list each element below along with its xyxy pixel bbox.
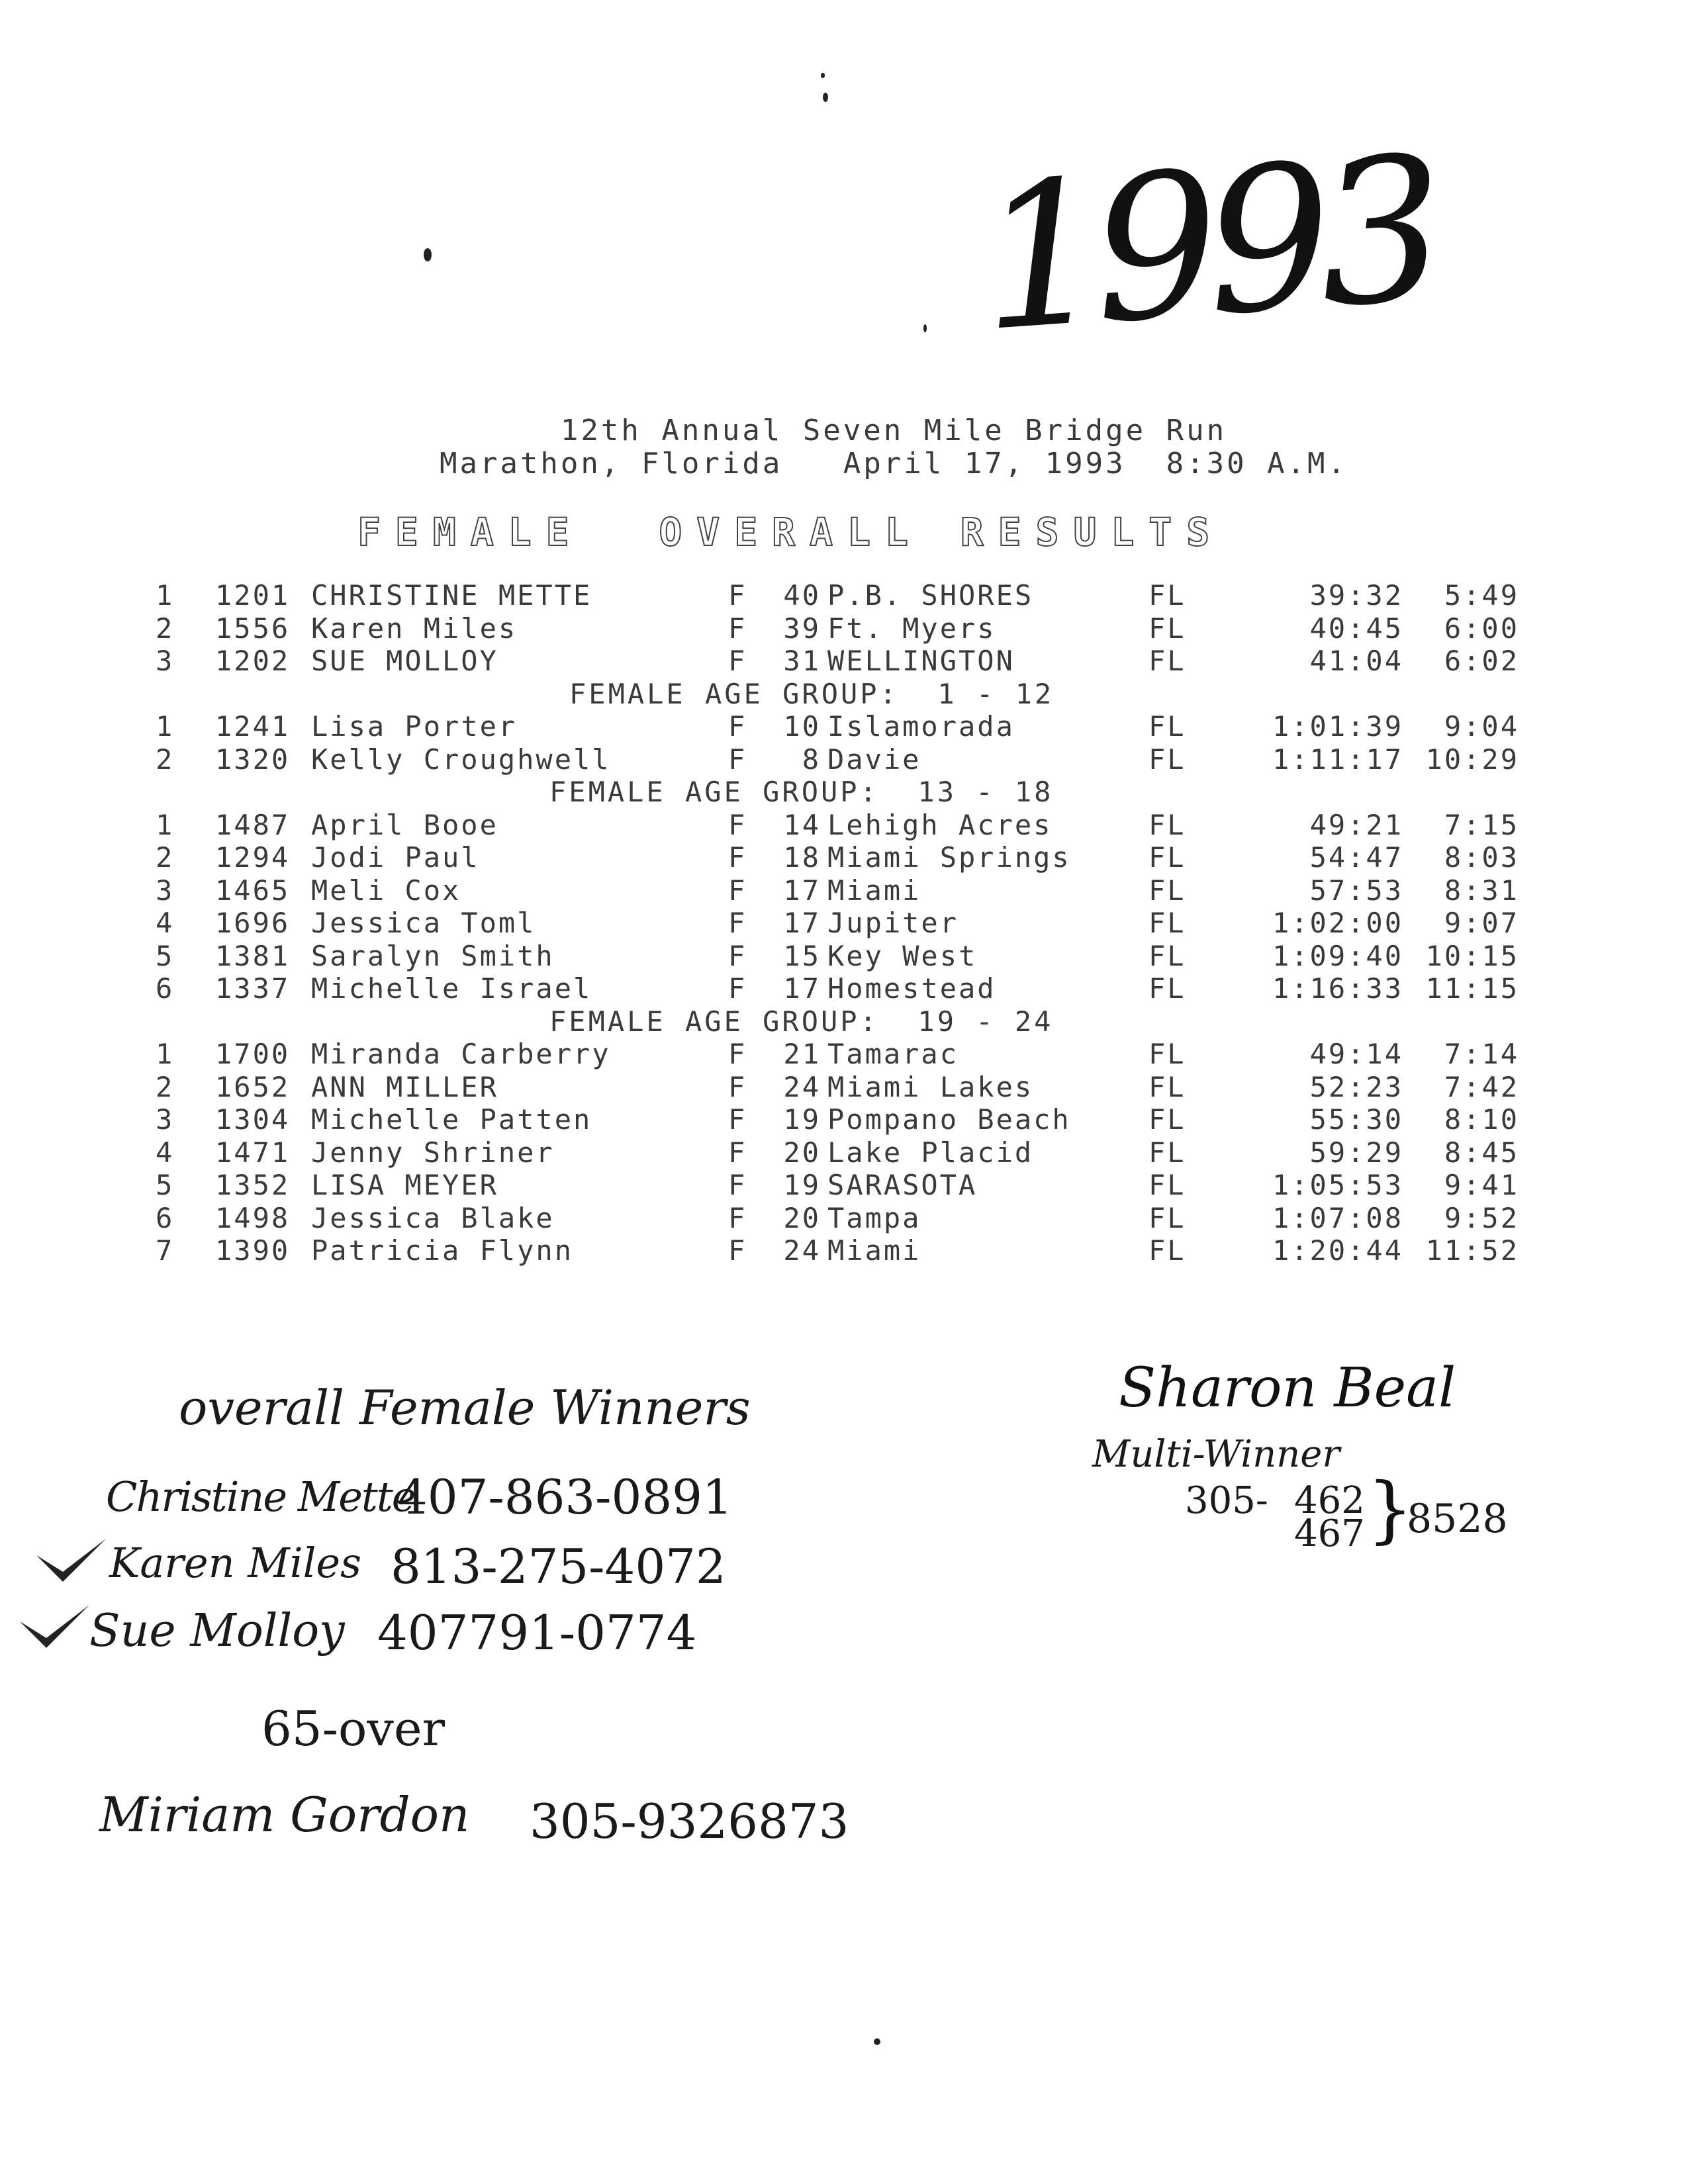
cell-time: 54:47 bbox=[1309, 841, 1403, 874]
cell-city: Miami Springs bbox=[827, 841, 1071, 874]
cell-age: 24 bbox=[783, 1234, 821, 1267]
cell-state: FL bbox=[1149, 841, 1186, 874]
cell-place: 6 bbox=[156, 1201, 175, 1234]
scan-speck bbox=[823, 93, 828, 102]
cell-bib: 1390 bbox=[215, 1234, 291, 1267]
cell-city: Davie bbox=[827, 743, 921, 776]
cell-name: Saralyn Smith bbox=[311, 939, 555, 972]
age-group-heading: FEMALE AGE GROUP: 13 - 18 bbox=[549, 776, 1054, 808]
cell-age: 40 bbox=[783, 579, 821, 612]
cell-age: 21 bbox=[783, 1038, 821, 1070]
multi-winner-phone-prefix: 305- bbox=[1185, 1479, 1268, 1522]
cell-name: Jessica Blake bbox=[311, 1201, 555, 1234]
cell-place: 2 bbox=[156, 612, 175, 645]
cell-place: 3 bbox=[156, 874, 175, 907]
cell-bib: 1241 bbox=[215, 710, 291, 743]
table-row bbox=[0, 645, 1688, 676]
cell-place: 2 bbox=[156, 1070, 175, 1103]
cell-place: 4 bbox=[156, 907, 175, 939]
cell-pace: 8:45 bbox=[1444, 1136, 1519, 1169]
cell-sex: F bbox=[728, 710, 747, 743]
cell-age: 17 bbox=[783, 907, 821, 939]
cell-pace: 7:42 bbox=[1444, 1070, 1519, 1103]
cell-place: 1 bbox=[156, 710, 175, 743]
cell-city: WELLINGTON bbox=[827, 645, 1015, 677]
table-row bbox=[0, 612, 1688, 644]
cell-time: 55:30 bbox=[1309, 1103, 1403, 1136]
cell-bib: 1381 bbox=[215, 939, 291, 972]
cell-bib: 1498 bbox=[215, 1201, 291, 1234]
age-group-heading: FEMALE AGE GROUP: 1 - 12 bbox=[569, 677, 1055, 710]
table-row bbox=[0, 841, 1688, 873]
table-row bbox=[0, 1234, 1688, 1266]
cell-bib: 1352 bbox=[215, 1169, 291, 1201]
cell-name: Jenny Shriner bbox=[311, 1136, 555, 1169]
cell-age: 39 bbox=[783, 612, 821, 645]
cell-time: 39:32 bbox=[1309, 579, 1403, 612]
winner-name-3: Sue Molloy bbox=[89, 1605, 345, 1657]
cell-pace: 9:41 bbox=[1444, 1169, 1519, 1201]
cell-age: 31 bbox=[783, 645, 821, 677]
cell-sex: F bbox=[728, 972, 747, 1005]
cell-sex: F bbox=[728, 645, 747, 677]
cell-state: FL bbox=[1149, 645, 1186, 677]
cell-name: Michelle Patten bbox=[311, 1103, 592, 1136]
cell-name: Michelle Israel bbox=[311, 972, 592, 1005]
cell-age: 24 bbox=[783, 1070, 821, 1103]
cell-time: 1:11:17 bbox=[1272, 743, 1403, 776]
cell-place: 1 bbox=[156, 579, 175, 612]
cell-place: 2 bbox=[156, 743, 175, 776]
cell-time: 1:05:53 bbox=[1272, 1169, 1403, 1201]
cell-name: April Booe bbox=[311, 808, 498, 841]
cell-state: FL bbox=[1149, 579, 1186, 612]
cell-state: FL bbox=[1149, 939, 1186, 972]
cell-pace: 6:02 bbox=[1444, 645, 1519, 677]
cell-name: SUE MOLLOY bbox=[311, 645, 498, 677]
cell-name: Lisa Porter bbox=[311, 710, 518, 743]
cell-time: 1:01:39 bbox=[1272, 710, 1403, 743]
cell-sex: F bbox=[728, 612, 747, 645]
cell-bib: 1465 bbox=[215, 874, 291, 907]
cell-time: 1:20:44 bbox=[1272, 1234, 1403, 1267]
cell-bib: 1202 bbox=[215, 645, 291, 677]
cell-city: Pompano Beach bbox=[827, 1103, 1071, 1136]
cell-state: FL bbox=[1149, 743, 1186, 776]
cell-city: Homestead bbox=[827, 972, 996, 1005]
cell-sex: F bbox=[728, 841, 747, 874]
cell-name: Jessica Toml bbox=[311, 907, 536, 939]
cell-pace: 7:15 bbox=[1444, 808, 1519, 841]
cell-state: FL bbox=[1149, 1070, 1186, 1103]
scan-speck bbox=[923, 324, 927, 332]
cell-sex: F bbox=[728, 1234, 747, 1267]
cell-place: 1 bbox=[156, 808, 175, 841]
cell-sex: F bbox=[728, 743, 747, 776]
cell-city: Miami bbox=[827, 874, 921, 907]
cell-age: 10 bbox=[783, 710, 821, 743]
cell-time: 40:45 bbox=[1309, 612, 1403, 645]
cell-state: FL bbox=[1149, 907, 1186, 939]
cell-state: FL bbox=[1149, 808, 1186, 841]
cell-city: Miami Lakes bbox=[827, 1070, 1034, 1103]
cell-pace: 7:14 bbox=[1444, 1038, 1519, 1070]
table-row bbox=[0, 809, 1688, 841]
cell-bib: 1201 bbox=[215, 579, 291, 612]
cell-city: Miami bbox=[827, 1234, 921, 1267]
event-title: 12th Annual Seven Mile Bridge Run bbox=[560, 414, 1227, 447]
cell-pace: 8:31 bbox=[1444, 874, 1519, 907]
cell-bib: 1652 bbox=[215, 1070, 291, 1103]
cell-time: 41:04 bbox=[1309, 645, 1403, 677]
winner-phone-3: 407791-0774 bbox=[377, 1605, 697, 1661]
cell-bib: 1696 bbox=[215, 907, 291, 939]
table-row bbox=[0, 1103, 1688, 1135]
cell-time: 52:23 bbox=[1309, 1070, 1403, 1103]
cell-city: Islamorada bbox=[827, 710, 1015, 743]
cell-age: 20 bbox=[783, 1136, 821, 1169]
cell-age: 19 bbox=[783, 1169, 821, 1201]
table-row bbox=[0, 1038, 1688, 1069]
cell-time: 57:53 bbox=[1309, 874, 1403, 907]
cell-place: 5 bbox=[156, 1169, 175, 1201]
cell-time: 1:16:33 bbox=[1272, 972, 1403, 1005]
cell-city: Key West bbox=[827, 939, 978, 972]
cell-bib: 1337 bbox=[215, 972, 291, 1005]
cell-name: Jodi Paul bbox=[311, 841, 480, 874]
cell-name: Karen Miles bbox=[311, 612, 518, 645]
results-title: FEMALE OVERALL RESULTS bbox=[357, 510, 1225, 555]
sixty-five-over-heading: 65-over bbox=[261, 1701, 445, 1756]
cell-bib: 1320 bbox=[215, 743, 291, 776]
cell-name: CHRISTINE METTE bbox=[311, 579, 592, 612]
cell-time: 49:21 bbox=[1309, 808, 1403, 841]
cell-city: Jupiter bbox=[827, 907, 959, 939]
cell-city: Ft. Myers bbox=[827, 612, 996, 645]
overall-winners-heading: overall Female Winners bbox=[179, 1380, 751, 1435]
cell-sex: F bbox=[728, 579, 747, 612]
cell-name: Patricia Flynn bbox=[311, 1234, 574, 1267]
cell-bib: 1304 bbox=[215, 1103, 291, 1136]
cell-age: 20 bbox=[783, 1201, 821, 1234]
cell-pace: 8:10 bbox=[1444, 1103, 1519, 1136]
cell-time: 1:07:08 bbox=[1272, 1201, 1403, 1234]
brace-icon: } bbox=[1367, 1467, 1413, 1551]
cell-city: Lake Placid bbox=[827, 1136, 1034, 1169]
cell-age: 15 bbox=[783, 939, 821, 972]
cell-sex: F bbox=[728, 1103, 747, 1136]
cell-state: FL bbox=[1149, 710, 1186, 743]
cell-bib: 1556 bbox=[215, 612, 291, 645]
table-row bbox=[0, 1169, 1688, 1201]
cell-place: 7 bbox=[156, 1234, 175, 1267]
sixty-five-winner-name: Miriam Gordon bbox=[99, 1787, 470, 1843]
cell-state: FL bbox=[1149, 1234, 1186, 1267]
multi-winner-exchange-1: 462 bbox=[1294, 1479, 1365, 1522]
winner-name-2: Karen Miles bbox=[109, 1539, 361, 1587]
scan-speck bbox=[821, 73, 825, 78]
table-row bbox=[0, 972, 1688, 1004]
cell-state: FL bbox=[1149, 1038, 1186, 1070]
cell-state: FL bbox=[1149, 1103, 1186, 1136]
cell-pace: 9:04 bbox=[1444, 710, 1519, 743]
cell-state: FL bbox=[1149, 1169, 1186, 1201]
cell-bib: 1487 bbox=[215, 808, 291, 841]
cell-pace: 5:49 bbox=[1444, 579, 1519, 612]
cell-city: Tamarac bbox=[827, 1038, 959, 1070]
cell-sex: F bbox=[728, 1201, 747, 1234]
handwritten-year: 1993 bbox=[972, 113, 1440, 376]
cell-name: Kelly Croughwell bbox=[311, 743, 611, 776]
cell-state: FL bbox=[1149, 1201, 1186, 1234]
cell-pace: 11:52 bbox=[1425, 1234, 1519, 1267]
cell-age: 8 bbox=[802, 743, 821, 776]
scan-speck bbox=[874, 2038, 880, 2045]
table-row bbox=[0, 907, 1688, 938]
cell-sex: F bbox=[728, 1070, 747, 1103]
multi-winner-phone-suffix: 8528 bbox=[1407, 1496, 1508, 1542]
cell-name: ANN MILLER bbox=[311, 1070, 498, 1103]
cell-time: 1:02:00 bbox=[1272, 907, 1403, 939]
table-row bbox=[0, 940, 1688, 972]
table-row bbox=[0, 874, 1688, 906]
table-row bbox=[0, 1071, 1688, 1103]
table-row bbox=[0, 743, 1688, 775]
cell-city: Tampa bbox=[827, 1201, 921, 1234]
cell-bib: 1700 bbox=[215, 1038, 291, 1070]
check-mark-icon bbox=[33, 1535, 113, 1595]
age-group-heading: FEMALE AGE GROUP: 19 - 24 bbox=[549, 1005, 1054, 1038]
sixty-five-winner-phone: 305-9326873 bbox=[530, 1794, 849, 1849]
cell-sex: F bbox=[728, 1169, 747, 1201]
winner-name-1: Christine Mette bbox=[106, 1473, 415, 1521]
cell-place: 3 bbox=[156, 645, 175, 677]
cell-city: Lehigh Acres bbox=[827, 808, 1053, 841]
cell-place: 1 bbox=[156, 1038, 175, 1070]
cell-sex: F bbox=[728, 1136, 747, 1169]
cell-age: 19 bbox=[783, 1103, 821, 1136]
winner-phone-1: 407-863-0891 bbox=[397, 1469, 733, 1525]
cell-sex: F bbox=[728, 1038, 747, 1070]
cell-pace: 10:15 bbox=[1425, 939, 1519, 972]
table-row bbox=[0, 1136, 1688, 1168]
cell-name: LISA MEYER bbox=[311, 1169, 498, 1201]
cell-bib: 1471 bbox=[215, 1136, 291, 1169]
cell-time: 1:09:40 bbox=[1272, 939, 1403, 972]
cell-time: 49:14 bbox=[1309, 1038, 1403, 1070]
multi-winner-label: Multi-Winner bbox=[1092, 1433, 1340, 1476]
cell-time: 59:29 bbox=[1309, 1136, 1403, 1169]
table-row bbox=[0, 710, 1688, 742]
cell-place: 5 bbox=[156, 939, 175, 972]
cell-place: 4 bbox=[156, 1136, 175, 1169]
cell-pace: 8:03 bbox=[1444, 841, 1519, 874]
check-mark-icon bbox=[17, 1602, 96, 1661]
cell-age: 18 bbox=[783, 841, 821, 874]
cell-state: FL bbox=[1149, 874, 1186, 907]
cell-sex: F bbox=[728, 808, 747, 841]
event-location-date: Marathon, Florida April 17, 1993 8:30 A.M. bbox=[439, 447, 1348, 480]
scan-speck bbox=[424, 248, 432, 261]
cell-sex: F bbox=[728, 907, 747, 939]
table-row bbox=[0, 1202, 1688, 1234]
cell-city: SARASOTA bbox=[827, 1169, 978, 1201]
signature-sharon-beal: Sharon Beal bbox=[1119, 1357, 1456, 1420]
cell-place: 6 bbox=[156, 972, 175, 1005]
cell-age: 14 bbox=[783, 808, 821, 841]
cell-name: Meli Cox bbox=[311, 874, 461, 907]
cell-age: 17 bbox=[783, 972, 821, 1005]
multi-winner-exchange-2: 467 bbox=[1294, 1512, 1365, 1555]
cell-city: P.B. SHORES bbox=[827, 579, 1034, 612]
cell-pace: 9:07 bbox=[1444, 907, 1519, 939]
cell-state: FL bbox=[1149, 612, 1186, 645]
cell-sex: F bbox=[728, 874, 747, 907]
winner-phone-2: 813-275-4072 bbox=[391, 1539, 726, 1594]
cell-pace: 10:29 bbox=[1425, 743, 1519, 776]
cell-pace: 11:15 bbox=[1425, 972, 1519, 1005]
cell-name: Miranda Carberry bbox=[311, 1038, 611, 1070]
cell-sex: F bbox=[728, 939, 747, 972]
cell-age: 17 bbox=[783, 874, 821, 907]
cell-pace: 9:52 bbox=[1444, 1201, 1519, 1234]
cell-place: 3 bbox=[156, 1103, 175, 1136]
cell-state: FL bbox=[1149, 972, 1186, 1005]
cell-state: FL bbox=[1149, 1136, 1186, 1169]
cell-place: 2 bbox=[156, 841, 175, 874]
cell-bib: 1294 bbox=[215, 841, 291, 874]
table-row bbox=[0, 579, 1688, 611]
cell-pace: 6:00 bbox=[1444, 612, 1519, 645]
